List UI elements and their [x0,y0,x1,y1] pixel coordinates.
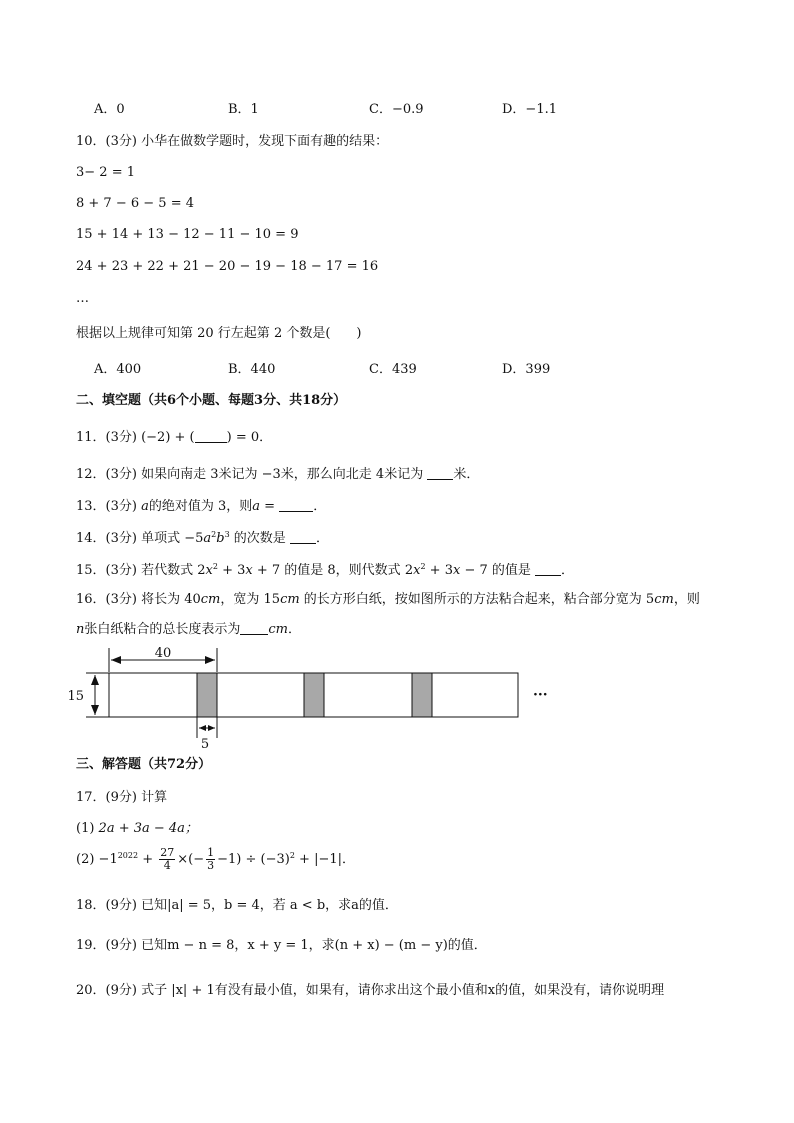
q9-option-c: C．−0.9 [369,102,424,117]
q14-base-a: a [203,531,212,546]
continuation-dots: ··· [533,687,548,703]
q12-suffix: 米． [453,467,480,482]
q13-blank [279,511,313,512]
q13-var2: a [252,499,261,514]
q15-mid2: + 7 的值是 8，则代数式 2 [252,563,414,578]
dim-5-arrow-right [208,725,215,731]
q13-suffix: ． [313,499,327,514]
q14-end: ． [315,531,329,546]
q15-prefix: 15．(3分) 若代数式 2 [76,563,206,578]
q17-p2-mid: ×(− [177,852,205,867]
q11-prefix: 11．(3分) (−2) + ( [76,430,195,445]
q13-var: a [141,499,149,514]
q10-equation-4: 24 + 23 + 22 + 21 − 20 − 19 − 18 − 17 = 16 [76,259,379,274]
fraction-27-4-den: 4 [163,859,171,872]
fraction-1-3 [206,847,215,872]
fraction-1-3-num: 1 [207,846,215,859]
q12-blank [427,479,453,480]
q10-equation-3: 15 + 14 + 13 − 12 − 11 − 10 = 9 [76,227,299,242]
q16-var-n: n [76,622,85,637]
q17-p2-plus: + [138,852,158,867]
q16-blank [240,634,268,635]
label-15: 15 [67,689,84,704]
q14-exp-b: 3 [224,530,230,539]
q15-x4: x [452,563,461,578]
q13-prefix: 13．(3分) [76,499,142,514]
paper-strip-figure [0,642,794,752]
q19: 19．(9分) 已知m − n = 8，x + y = 1，求(n + x) − (m − y)的值． [76,938,487,953]
q14 [76,530,329,548]
q15 [76,562,574,580]
q13-mid: 的绝对值为 3，则 [148,499,253,514]
q10-equation-1: 3− 2 = 1 [76,165,135,180]
q17-p1-expr: 2a + 3a − 4a； [98,821,198,836]
q17-p2-tail: −1) ÷ (−3) [217,852,290,867]
dim-40-arrow-left [111,656,121,664]
q10-option-c: C．439 [369,362,417,377]
dim-15-arrow-bottom [91,705,99,715]
q11 [76,429,272,447]
q14-base-b: b [216,531,225,546]
fraction-1-3-den: 3 [207,859,215,872]
q9-option-a: A．0 [94,102,125,117]
q16-unit-2: cm [280,592,300,607]
q15-end: ． [561,563,575,578]
q16-text-b: ，宽为 15 [220,592,281,607]
q10-option-a: A．400 [94,362,142,377]
q14-exp-a: 2 [211,530,217,539]
q11-suffix: ) = 0． [226,430,273,445]
q17-title: 17．(9分) 计算 [76,790,168,805]
dim-15-arrow-top [91,675,99,685]
q18: 18．(9分) 已知|a| = 5，b = 4，若 a < b，求a的值． [76,898,398,913]
q15-blank [535,575,561,576]
q17-part-2 [76,845,355,875]
q16-text-a: 16．(3分) 将长为 40 [76,592,201,607]
q17-p2-exp: 2022 [117,851,139,860]
q20: 20．(9分) 式子 |x| + 1有没有最小值，如果有，请你求出这个最小值和x的值，如果没有，请你说明理 [76,983,665,998]
q9-option-d: D．−1.1 [502,102,557,117]
section-3-title: 三、解答题（共72分） [76,757,212,772]
fraction-27-4 [159,847,175,872]
overlap-2 [304,673,324,717]
q15-exp2: 2 [420,562,426,571]
q13-eq: = [260,499,280,514]
label-40: 40 [154,646,172,661]
q15-exp1: 2 [212,562,218,571]
q15-mid1: + 3 [217,563,246,578]
q16-unit-3: cm [654,592,674,607]
q15-mid3: + 3 [425,563,453,578]
q12 [76,466,479,484]
overlap-1 [197,673,217,717]
section-2-title: 二、填空题（共6个小题、每题3分、共18分） [76,393,347,408]
q10-equation-2: 8 + 7 − 6 − 5 = 4 [76,196,194,211]
q15-x2: x [245,563,253,578]
q17-p1-label: (1) [76,821,99,836]
q15-x1: x [205,563,213,578]
q16-end: ． [288,622,302,637]
q16-line-2 [76,621,301,639]
q15-x3: x [413,563,421,578]
q14-suffix: 的次数是 [229,531,290,546]
q11-blank [195,442,227,443]
q16-unit-1: cm [200,592,221,607]
q10-question: 根据以上规律可知第 20 行左起第 2 个数是( ) [76,326,362,341]
q16-text-d: ，则 [673,592,700,607]
fraction-27-4-num: 27 [160,846,175,859]
dim-40-arrow-right [205,656,215,664]
q10-stem: 10．(3分) 小华在做数学题时，发现下面有趣的结果： [76,134,389,149]
q10-option-d: D．399 [502,362,551,377]
q10-ellipsis: … [76,291,89,306]
q14-blank [290,543,316,544]
q12-text: 12．(3分) 如果向南走 3米记为 −3米，那么向北走 4米记为 [76,467,428,482]
q16-unit-4: cm [268,622,288,637]
label-5: 5 [200,737,210,752]
overlap-3 [412,673,432,717]
dim-5-arrow-left [199,725,206,731]
q17-part-1 [76,820,198,838]
q17-p2-exp2: 2 [289,851,295,860]
q16-text-e: 张白纸粘合的总长度表示为 [84,622,241,637]
q13 [76,498,326,516]
q15-mid4: − 7 的值是 [460,563,536,578]
q16-line-1 [76,591,700,609]
q9-option-b: B．1 [228,102,259,117]
q17-p2-end: + |−1|． [294,852,355,867]
q10-option-b: B．440 [228,362,276,377]
q17-p2-label: (2) −1 [76,852,118,867]
q16-text-c: 的长方形白纸，按如图所示的方法粘合起来，粘合部分宽为 5 [299,592,655,607]
q14-prefix: 14．(3分) 单项式 −5 [76,531,204,546]
